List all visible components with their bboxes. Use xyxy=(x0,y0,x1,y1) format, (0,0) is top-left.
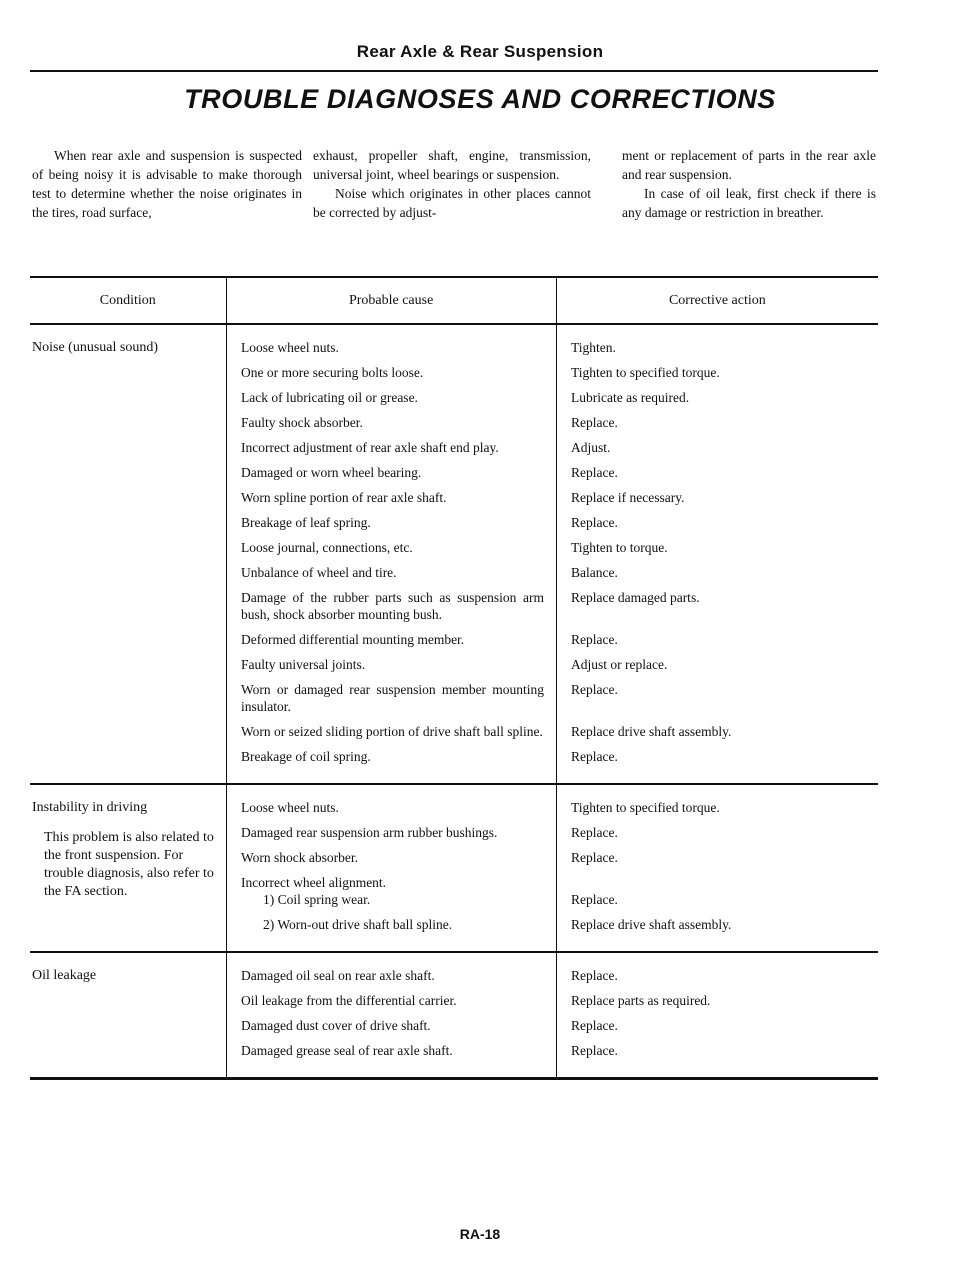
corrective-action: Replace. xyxy=(571,892,618,907)
probable-cause: Breakage of leaf spring. xyxy=(241,515,371,530)
condition-cell xyxy=(30,325,226,783)
condition-cell xyxy=(30,785,226,951)
condition-note: This problem is also related to the front suspension. For trouble diagnosis, also refer to the FA section. xyxy=(44,830,214,899)
corrective-action: Replace. xyxy=(571,415,618,430)
probable-cause: Faulty universal joints. xyxy=(241,657,366,672)
corrective-action: Tighten to torque. xyxy=(571,540,668,555)
condition-label: Instability in driving xyxy=(32,800,148,815)
corrective-action: Replace damaged parts. xyxy=(571,590,700,605)
corrective-action xyxy=(571,874,868,891)
corrective-action: Replace. xyxy=(571,465,618,480)
corrective-action: Tighten to specified torque. xyxy=(571,365,720,380)
probable-cause: Oil leakage from the differential carrier. xyxy=(241,993,457,1008)
corrective-action: Replace. xyxy=(571,1018,618,1033)
condition-group xyxy=(30,325,878,785)
cause-cell xyxy=(226,325,556,783)
corrective-action: Replace if necessary. xyxy=(571,490,685,505)
probable-cause: Worn or seized sliding portion of drive shaft ball spline. xyxy=(241,724,543,739)
intro-paragraph: exhaust, propeller shaft, engine, transmission, universal joint, wheel bearings or suspension. xyxy=(313,148,591,182)
corrective-action: Balance. xyxy=(571,565,618,580)
probable-cause: Worn shock absorber. xyxy=(241,850,359,865)
page-number: RA-18 xyxy=(459,1226,501,1242)
table-header xyxy=(30,278,878,325)
corrective-action: Replace drive shaft assembly. xyxy=(571,917,732,932)
corrective-action: Replace. xyxy=(571,968,618,983)
corrective-action: Adjust or replace. xyxy=(571,657,668,672)
corrective-action: Replace. xyxy=(571,825,618,840)
probable-cause: Loose wheel nuts. xyxy=(241,340,339,355)
corrective-action: Tighten to specified torque. xyxy=(571,800,720,815)
probable-cause: 1) Coil spring wear. xyxy=(263,892,371,907)
header-corrective-action: Corrective action xyxy=(556,278,878,323)
probable-cause: Incorrect adjustment of rear axle shaft end play. xyxy=(241,440,499,455)
probable-cause: Incorrect wheel alignment. xyxy=(241,875,387,890)
trouble-table xyxy=(30,276,878,1080)
intro-paragraph: In case of oil leak, first check if there is any damage or restriction in breather. xyxy=(622,186,876,220)
header-rule xyxy=(30,70,878,72)
corrective-action: Replace. xyxy=(571,515,618,530)
corrective-action: Lubricate as required. xyxy=(571,390,690,405)
corrective-action: Replace drive shaft assembly. xyxy=(571,724,732,739)
condition-group xyxy=(30,953,878,1080)
probable-cause: 2) Worn-out drive shaft ball spline. xyxy=(263,917,453,932)
probable-cause: Worn spline portion of rear axle shaft. xyxy=(241,490,447,505)
probable-cause: Damaged oil seal on rear axle shaft. xyxy=(241,968,435,983)
probable-cause: Damaged grease seal of rear axle shaft. xyxy=(241,1043,453,1058)
header-condition: Condition xyxy=(99,292,156,308)
probable-cause: Damaged rear suspension arm rubber bushings. xyxy=(241,825,498,840)
corrective-action: Replace parts as required. xyxy=(571,993,711,1008)
intro-column-3 xyxy=(622,146,876,222)
cause-cell xyxy=(226,953,556,1077)
probable-cause: Damage of the rubber parts such as suspension arm bush, shock absorber mounting bush. xyxy=(241,590,544,622)
probable-cause: Loose journal, connections, etc. xyxy=(241,540,413,555)
corrective-action: Replace. xyxy=(571,632,618,647)
action-cell xyxy=(556,325,878,783)
table-body xyxy=(30,325,878,1080)
probable-cause: Damaged dust cover of drive shaft. xyxy=(241,1018,431,1033)
section-header: Rear Axle & Rear Suspension xyxy=(356,42,604,61)
corrective-action: Replace. xyxy=(571,850,618,865)
header-probable-cause: Probable cause xyxy=(226,278,556,323)
corrective-action: Replace. xyxy=(571,749,618,764)
probable-cause: Faulty shock absorber. xyxy=(241,415,363,430)
probable-cause: One or more securing bolts loose. xyxy=(241,365,424,380)
probable-cause: Unbalance of wheel and tire. xyxy=(241,565,397,580)
cause-cell xyxy=(226,785,556,951)
corrective-action: Adjust. xyxy=(571,440,611,455)
probable-cause: Worn or damaged rear suspension member mounting insulator. xyxy=(241,682,544,714)
condition-label: Oil leakage xyxy=(32,968,97,983)
intro-paragraph: ment or replacement of parts in the rear axle and rear suspension. xyxy=(622,148,876,182)
corrective-action: Replace. xyxy=(571,682,618,697)
intro-paragraph: Noise which originates in other places cannot be corrected by adjust- xyxy=(313,186,591,220)
corrective-action: Tighten. xyxy=(571,340,616,355)
condition-label: Noise (unusual sound) xyxy=(32,340,158,355)
probable-cause: Loose wheel nuts. xyxy=(241,800,339,815)
intro-column-2 xyxy=(313,146,591,222)
condition-group xyxy=(30,785,878,953)
condition-cell xyxy=(30,953,226,1077)
corrective-action: Replace. xyxy=(571,1043,618,1058)
intro-paragraph: When rear axle and suspension is suspected of being noisy it is advisable to make thorough test to determine whether the noise originates in the tires, road surface, xyxy=(32,148,302,220)
action-cell xyxy=(556,953,878,1077)
action-cell xyxy=(556,785,878,951)
intro-column-1 xyxy=(32,146,302,222)
probable-cause: Deformed differential mounting member. xyxy=(241,632,465,647)
page-title: TROUBLE DIAGNOSES AND CORRECTIONS xyxy=(184,84,776,114)
probable-cause: Damaged or worn wheel bearing. xyxy=(241,465,422,480)
probable-cause: Breakage of coil spring. xyxy=(241,749,371,764)
probable-cause: Lack of lubricating oil or grease. xyxy=(241,390,418,405)
